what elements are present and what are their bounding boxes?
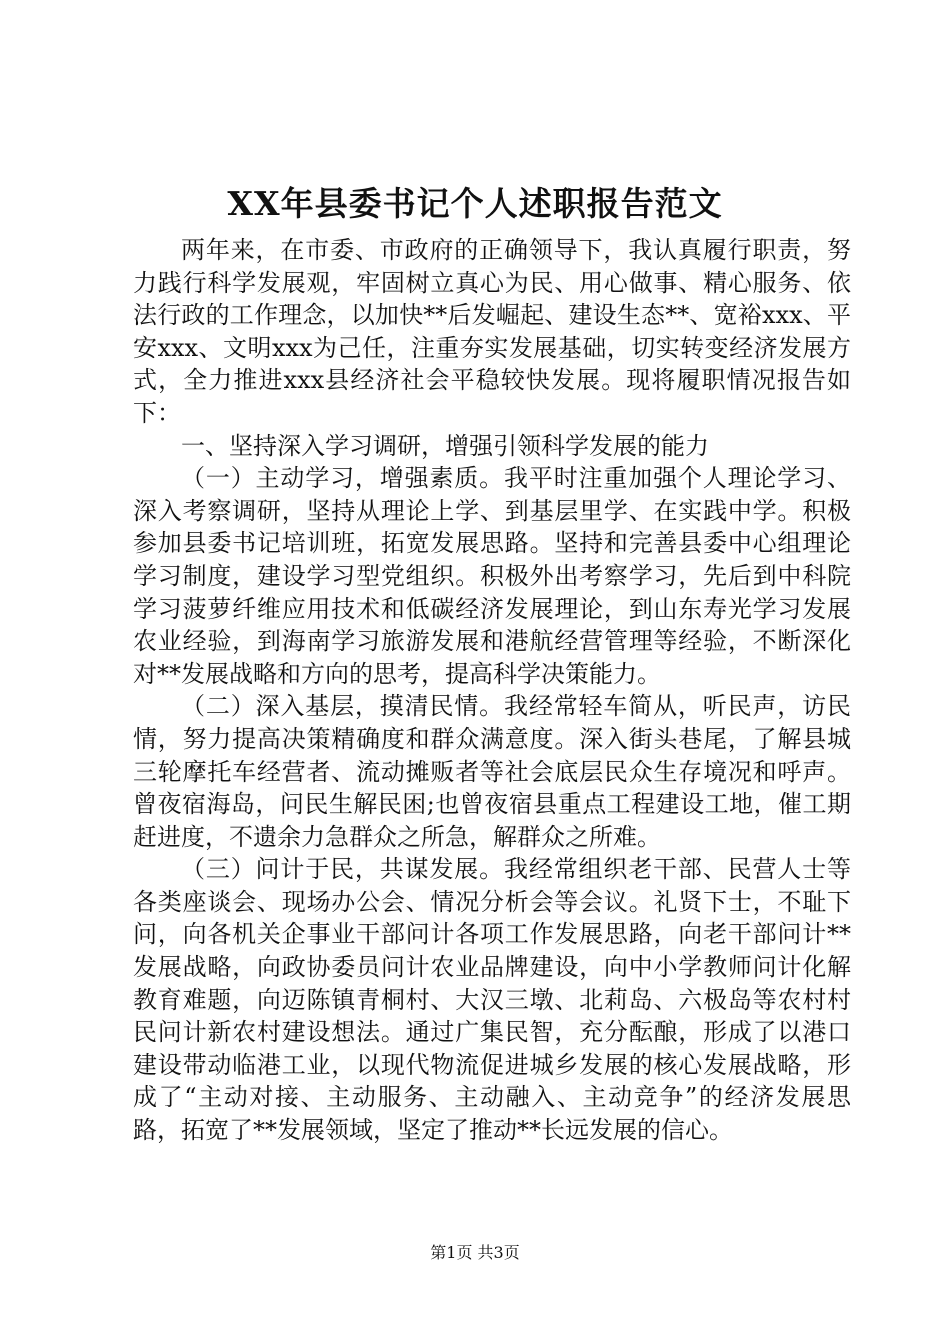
paragraph-1-1: （一）主动学习，增强素质。我平时注重加强个人理论学习、深入考察调研，坚持从理论上学、到基层里学、在实践中学。积极参加县委书记培训班，拓宽发展思路。坚持和完善县委中心组理论学习制度，建设学习型党组织。积极外出考察学习，先后到中科院学习菠萝纤维应用技术和低碳经济发展理论，到山东寿光学习发展农业经验，到海南学习旅游发展和港航经营管理等经验，不断深化对**发展战略和方向的思考，提高科学决策能力。 [133, 464, 851, 688]
document-body [133, 234, 851, 1147]
paragraph-1-2: （二）深入基层，摸清民情。我经常轻车简从，听民声，访民情，努力提高决策精确度和群众满意度。深入街头巷尾，了解县城三轮摩托车经营者、流动摊贩者等社会底层民众生存境况和呼声。曾夜宿海岛，问民生解民困;也曾夜宿县重点工程建设工地，催工期赶进度，不遗余力急群众之所急，解群众之所难。 [133, 692, 851, 851]
section-heading-1: 一、坚持深入学习调研，增强引领科学发展的能力 [181, 431, 709, 460]
paragraph-1-3: （三）问计于民，共谋发展。我经常组织老干部、民营人士等各类座谈会、现场办公会、情况分析会等会议。礼贤下士，不耻下问，向各机关企事业干部问计各项工作发展思路，向老干部问计**发展战略，向政协委员问计农业品牌建设，向中小学教师问计化解教育难题，向迈陈镇青桐村、大汉三墩、北莉岛、六极岛等农村村民问计新农村建设想法。通过广集民智，充分酝酿，形成了以港口建设带动临港工业，以现代物流促进城乡发展的核心发展战略，形成了“主动对接、主动服务、主动融入、主动竞争”的经济发展思路，拓宽了**发展领域，坚定了推动**长远发展的信心。 [133, 855, 851, 1145]
document-title: XX年县委书记个人述职报告范文 [227, 184, 723, 223]
page-indicator: 第1页 共3页 [430, 1243, 520, 1262]
paragraph-intro: 两年来，在市委、市政府的正确领导下，我认真履行职责，努力践行科学发展观，牢固树立真心为民、用心做事、精心服务、依法行政的工作理念，以加快**后发崛起、建设生态**、宽裕xxx、平安xxx、文明xxx为己任，注重夯实发展基础，切实转变经济发展方式，全力推进xxx县经济社会平稳较快发展。现将履职情况报告如下： [133, 236, 851, 427]
